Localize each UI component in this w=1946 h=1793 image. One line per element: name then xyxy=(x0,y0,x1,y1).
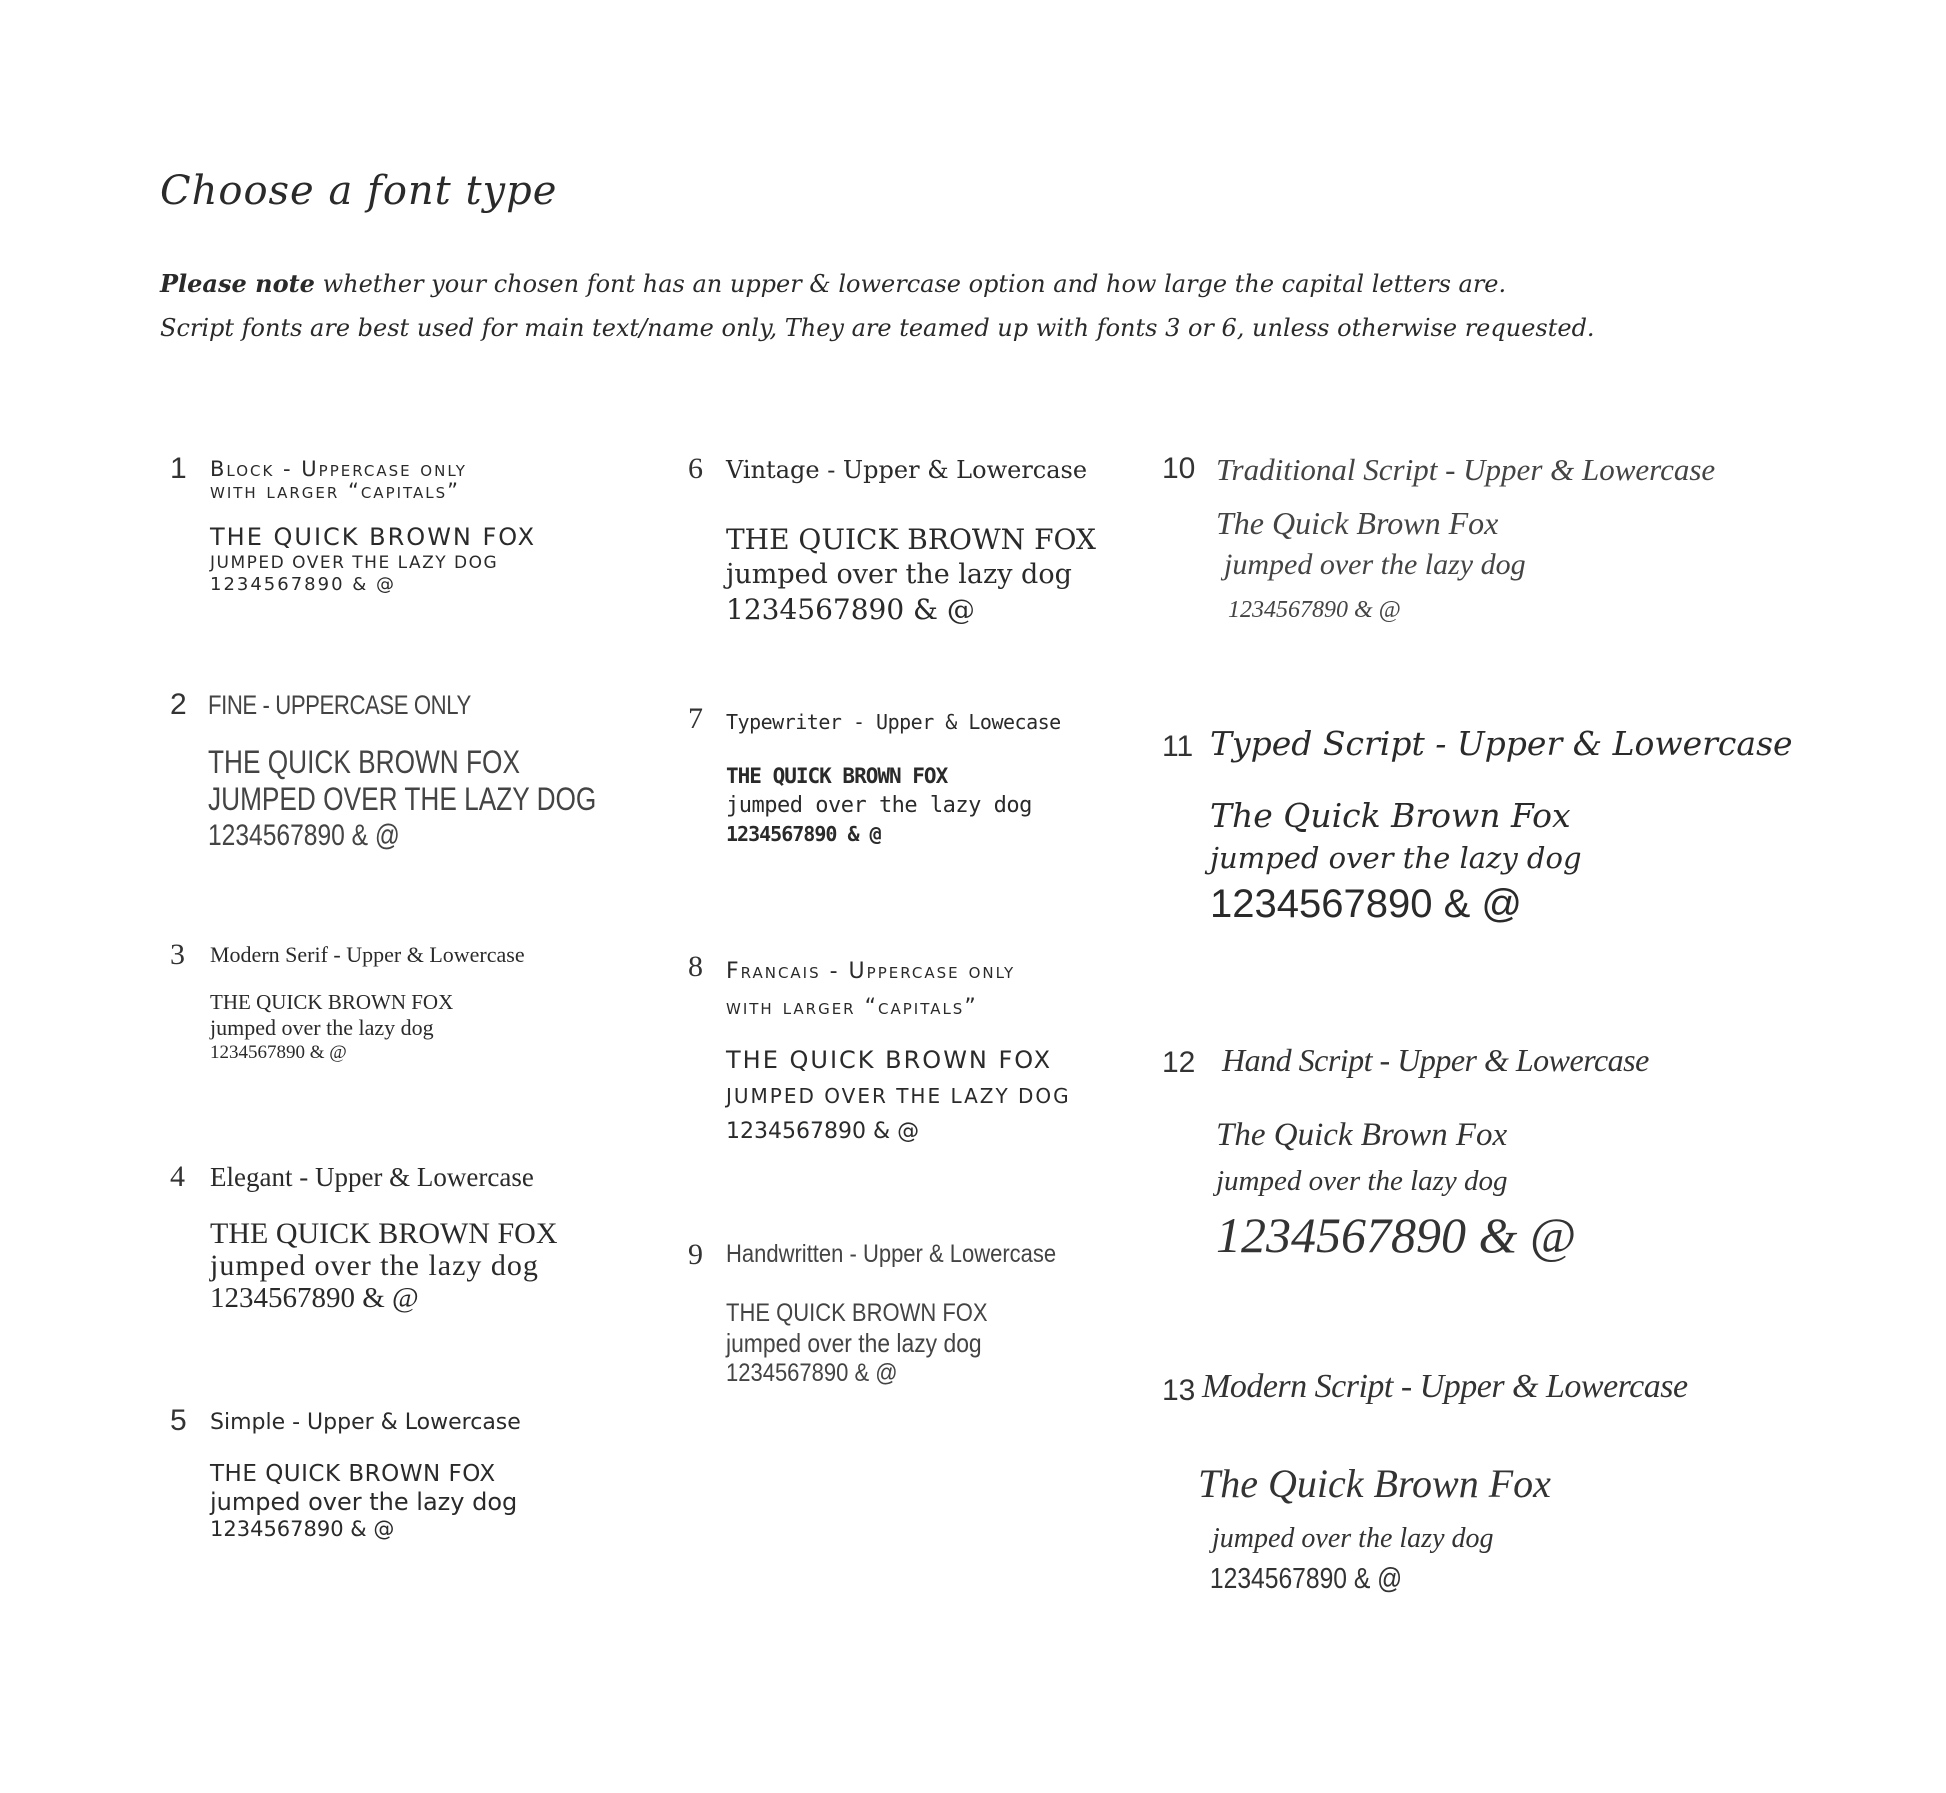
font-title xyxy=(726,954,1015,1026)
sample-line-3: 1234567890 & @ xyxy=(1209,1563,1403,1595)
font-title: Vintage - Upper & Lowercase xyxy=(726,456,1088,484)
sample-line-1: THE QUICK BROWN FOX xyxy=(726,523,1096,556)
font-number: 3 xyxy=(170,938,185,971)
sample-line-1: THE QUICK BROWN FOX xyxy=(208,744,520,780)
font-title: Elegant - Upper & Lowercase xyxy=(210,1162,534,1192)
sample-line-3: 1234567890 & @ xyxy=(210,574,397,595)
font-title: Hand Script - Upper & Lowercase xyxy=(1222,1042,1649,1078)
sample-line-2: jumped over the lazy dog xyxy=(210,1488,518,1516)
font-number: 5 xyxy=(170,1404,187,1437)
sample-line-3: 1234567890 & @ xyxy=(726,1359,898,1387)
font-sample xyxy=(208,744,596,854)
font-title: Modern Serif - Upper & Lowercase xyxy=(210,942,525,967)
note-line-1-text: whether your chosen font has an upper & lowercase option and how large the capital letters are. xyxy=(314,270,1507,298)
font-number: 8 xyxy=(688,950,703,983)
note-emphasis: Please note xyxy=(160,269,315,298)
font-number: 2 xyxy=(170,688,187,721)
sample-line-1: The Quick Brown Fox xyxy=(1210,796,1571,835)
sample-line-1: THE QUICK BROWN FOX xyxy=(726,764,948,788)
sample-line-1: THE QUICK BROWN FOX xyxy=(210,990,454,1014)
font-title: Typed Script - Upper & Lowercase xyxy=(1210,724,1793,763)
font-option-13[interactable] xyxy=(1162,1368,1762,1664)
sample-line-1: The Quick Brown Fox xyxy=(1216,505,1499,541)
sample-line-3: 1234567890 & @ xyxy=(1228,597,1401,623)
font-sample xyxy=(1216,1112,1576,1266)
sample-line-2: jumped over the lazy dog xyxy=(1210,841,1582,875)
sample-line-3: 1234567890 & @ xyxy=(210,1042,347,1063)
page-title: Choose a font type xyxy=(160,168,558,214)
font-title: Modern Script - Upper & Lowercase xyxy=(1202,1368,1688,1405)
font-number: 13 xyxy=(1162,1374,1196,1407)
font-option-11[interactable] xyxy=(1162,724,1793,944)
sample-line-3: 1234567890 & @ xyxy=(210,1517,395,1541)
sample-line-1: THE QUICK BROWN FOX xyxy=(210,523,537,551)
note-line-1 xyxy=(160,262,1860,306)
sample-line-3: 1234567890 & @ xyxy=(1216,1207,1576,1263)
sample-line-3: 1234567890 & @ xyxy=(1210,882,1522,926)
font-option-5[interactable] xyxy=(170,1404,610,1554)
font-number: 12 xyxy=(1162,1046,1196,1079)
font-title-line-1: Block - Uppercase only xyxy=(210,457,467,481)
font-option-8[interactable] xyxy=(688,950,1108,1150)
sample-line-1: THE QUICK BROWN FOX xyxy=(210,1461,496,1487)
font-title: Typewriter - Upper & Lowecase xyxy=(726,710,1061,734)
font-sample xyxy=(726,522,1096,628)
font-title: Simple - Upper & Lowercase xyxy=(210,1410,521,1435)
sample-line-1: THE QUICK BROWN FOX xyxy=(210,1217,558,1250)
font-title: Handwritten - Upper & Lowercase xyxy=(726,1240,1057,1268)
font-option-10[interactable] xyxy=(1162,452,1762,642)
font-title-line-2: with larger “capitals” xyxy=(726,995,978,1020)
sample-line-2: jumped over the lazy dog xyxy=(210,1249,539,1282)
font-sample xyxy=(1210,794,1582,930)
sample-line-1: The Quick Brown Fox xyxy=(1198,1461,1551,1506)
font-title-line-2: with larger “capitals” xyxy=(210,479,461,503)
font-sample xyxy=(210,990,453,1065)
sample-line-2: jumped over the lazy dog xyxy=(1224,548,1526,581)
font-option-4[interactable] xyxy=(170,1160,610,1330)
font-option-6[interactable] xyxy=(688,452,1108,632)
sample-line-2: jumped over the lazy dog xyxy=(726,1328,982,1358)
font-number: 9 xyxy=(688,1238,703,1271)
font-title: FINE - UPPERCASE ONLY xyxy=(208,690,471,720)
sample-line-2: jumped over the lazy dog xyxy=(726,559,1072,590)
sample-line-3: 1234567890 & @ xyxy=(208,819,400,852)
font-number: 10 xyxy=(1162,452,1196,485)
font-number: 7 xyxy=(688,702,703,735)
sample-line-2: jumped over the lazy dog xyxy=(210,1015,434,1040)
sample-line-2: jumped over the lazy dog xyxy=(1212,1523,1494,1554)
font-number: 4 xyxy=(170,1160,185,1193)
font-title xyxy=(210,458,467,502)
font-sample xyxy=(726,762,1032,849)
sample-line-3: 1234567890 & @ xyxy=(726,593,975,626)
font-number: 1 xyxy=(170,452,187,485)
font-sample xyxy=(210,522,536,596)
sample-line-1: THE QUICK BROWN FOX xyxy=(726,1046,1053,1074)
sample-line-2: JUMPED OVER THE LAZY DOG xyxy=(208,781,597,817)
sample-line-1: The Quick Brown Fox xyxy=(1216,1117,1508,1153)
font-sample xyxy=(210,1460,517,1542)
note-line-2: Script fonts are best used for main text/name only, They are teamed up with fonts 3 or 6, unless otherwise requested. xyxy=(160,314,1595,342)
font-sample xyxy=(726,1298,988,1388)
sample-line-3: 1234567890 & @ xyxy=(210,1282,419,1314)
font-option-2[interactable] xyxy=(170,688,610,858)
font-title-line-1: Francais - Uppercase only xyxy=(726,959,1016,984)
sample-line-2: jumped over the lazy dog xyxy=(1216,1165,1508,1197)
font-note xyxy=(160,262,1860,350)
font-option-12[interactable] xyxy=(1162,1042,1762,1286)
font-sample xyxy=(1216,502,1526,634)
sample-line-3: 1234567890 & @ xyxy=(726,1119,920,1144)
sample-line-1: THE QUICK BROWN FOX xyxy=(726,1299,988,1327)
sample-line-2: JUMPED OVER THE LAZY DOG xyxy=(210,553,499,573)
font-option-7[interactable] xyxy=(688,702,1108,852)
font-number: 11 xyxy=(1162,730,1194,763)
font-option-3[interactable] xyxy=(170,938,610,1078)
font-sample xyxy=(1198,1452,1551,1596)
font-option-1[interactable] xyxy=(170,452,610,602)
font-sample xyxy=(210,1218,558,1314)
font-option-9[interactable] xyxy=(688,1238,1108,1398)
font-number: 6 xyxy=(688,452,703,485)
font-title: Traditional Script - Upper & Lowercase xyxy=(1216,452,1716,487)
font-sample xyxy=(726,1042,1071,1150)
sample-line-2: jumped over the lazy dog xyxy=(726,793,1032,818)
sample-line-3: 1234567890 & @ xyxy=(726,822,881,846)
sample-line-2: JUMPED OVER THE LAZY DOG xyxy=(726,1084,1071,1108)
